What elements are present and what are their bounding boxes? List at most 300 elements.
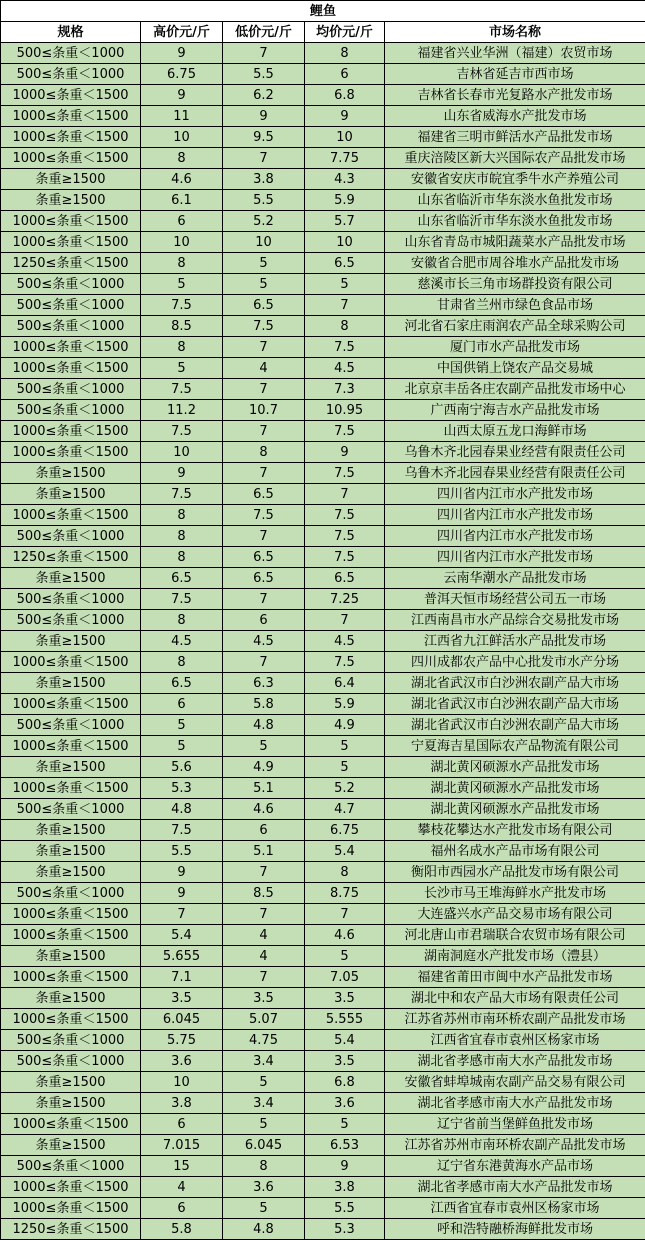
cell-avg-price: 5 (305, 736, 385, 757)
cell-low-price: 3.8 (223, 169, 305, 190)
cell-avg-price: 9 (305, 106, 385, 127)
cell-avg-price: 3.8 (305, 1177, 385, 1198)
cell-spec: 500≤条重＜1000 (1, 64, 141, 85)
cell-market-name: 湖北省孝感市南大水产品批发市场 (385, 1177, 645, 1198)
table-row (1, 43, 645, 64)
cell-market-name: 江西省九江鲜活水产品批发市场 (385, 631, 645, 652)
cell-avg-price: 7.5 (305, 421, 385, 442)
cell-spec: 500≤条重＜1000 (1, 43, 141, 64)
cell-market-name: 云南华潮水产品批发市场 (385, 568, 645, 589)
cell-high-price: 5.5 (141, 841, 223, 862)
cell-high-price: 8.5 (141, 316, 223, 337)
cell-low-price: 4 (223, 946, 305, 967)
table-row (1, 757, 645, 778)
cell-avg-price: 7.05 (305, 967, 385, 988)
cell-spec: 500≤条重＜1000 (1, 799, 141, 820)
cell-market-name: 大连盛兴水产品交易市场有限公司 (385, 904, 645, 925)
cell-avg-price: 5.5 (305, 1198, 385, 1219)
cell-market-name: 江西省宜春市袁州区杨家市场 (385, 1198, 645, 1219)
cell-high-price: 6.75 (141, 64, 223, 85)
cell-spec: 1000≤条重＜1500 (1, 232, 141, 253)
cell-high-price: 5 (141, 274, 223, 295)
cell-spec: 500≤条重＜1000 (1, 379, 141, 400)
cell-high-price: 7.1 (141, 967, 223, 988)
cell-spec: 条重≥1500 (1, 484, 141, 505)
cell-spec: 500≤条重＜1000 (1, 1030, 141, 1051)
table-row (1, 841, 645, 862)
cell-avg-price: 4.9 (305, 715, 385, 736)
cell-spec: 条重≥1500 (1, 862, 141, 883)
cell-low-price: 3.6 (223, 1177, 305, 1198)
table-row (1, 820, 645, 841)
cell-market-name: 福建省兴业华洲（福建）农贸市场 (385, 43, 645, 64)
cell-avg-price: 4.6 (305, 925, 385, 946)
cell-market-name: 湖北省孝感市南大水产品批发市场 (385, 1051, 645, 1072)
table-row (1, 379, 645, 400)
header-low-price: 低价元/斤 (223, 22, 305, 43)
cell-high-price: 6.5 (141, 568, 223, 589)
cell-high-price: 9 (141, 43, 223, 64)
cell-market-name: 长沙市马王堆海鲜水产批发市场 (385, 883, 645, 904)
cell-market-name: 乌鲁木齐北园春果业经营有限责任公司 (385, 463, 645, 484)
table-row (1, 148, 645, 169)
cell-avg-price: 7.5 (305, 526, 385, 547)
table-row (1, 589, 645, 610)
cell-market-name: 广西南宁海吉水产品批发市场 (385, 400, 645, 421)
cell-high-price: 4.6 (141, 169, 223, 190)
cell-low-price: 4.5 (223, 631, 305, 652)
cell-spec: 1000≤条重＜1500 (1, 778, 141, 799)
cell-market-name: 湖北省武汉市白沙洲农副产品大市场 (385, 715, 645, 736)
cell-low-price: 4.8 (223, 1219, 305, 1240)
cell-high-price: 9 (141, 463, 223, 484)
cell-high-price: 7.5 (141, 295, 223, 316)
cell-avg-price: 5 (305, 757, 385, 778)
cell-high-price: 10 (141, 127, 223, 148)
cell-market-name: 攀枝花攀达水产批发市场有限公司 (385, 820, 645, 841)
cell-spec: 条重≥1500 (1, 1135, 141, 1156)
cell-market-name: 江西南昌市水产品综合交易批发市场 (385, 610, 645, 631)
cell-market-name: 河北唐山市君瑞联合农贸市场有限公司 (385, 925, 645, 946)
table-title: 鲤鱼 (1, 1, 645, 22)
cell-market-name: 福建省三明市鲜活水产品批发市场 (385, 127, 645, 148)
cell-low-price: 7 (223, 337, 305, 358)
cell-spec: 1250≤条重＜1500 (1, 547, 141, 568)
table-row (1, 274, 645, 295)
table-row (1, 85, 645, 106)
cell-market-name: 江苏省苏州市南环桥农副产品批发市场 (385, 1135, 645, 1156)
table-row (1, 1198, 645, 1219)
cell-avg-price: 5 (305, 1114, 385, 1135)
cell-spec: 500≤条重＜1000 (1, 526, 141, 547)
cell-low-price: 7 (223, 421, 305, 442)
cell-spec: 条重≥1500 (1, 463, 141, 484)
cell-spec: 1000≤条重＜1500 (1, 736, 141, 757)
cell-avg-price: 10 (305, 127, 385, 148)
cell-high-price: 3.5 (141, 988, 223, 1009)
cell-low-price: 3.4 (223, 1093, 305, 1114)
table-row (1, 904, 645, 925)
cell-low-price: 6.5 (223, 484, 305, 505)
cell-low-price: 7 (223, 967, 305, 988)
cell-market-name: 山东省临沂市华东淡水鱼批发市场 (385, 190, 645, 211)
cell-spec: 条重≥1500 (1, 169, 141, 190)
cell-avg-price: 5.9 (305, 694, 385, 715)
cell-spec: 1000≤条重＜1500 (1, 904, 141, 925)
table-row (1, 547, 645, 568)
cell-high-price: 3.6 (141, 1051, 223, 1072)
cell-high-price: 10 (141, 1072, 223, 1093)
cell-avg-price: 7 (305, 295, 385, 316)
table-row (1, 694, 645, 715)
cell-market-name: 辽宁省前当堡鲜鱼批发市场 (385, 1114, 645, 1135)
cell-avg-price: 6 (305, 64, 385, 85)
cell-low-price: 6.045 (223, 1135, 305, 1156)
cell-low-price: 5 (223, 1198, 305, 1219)
cell-spec: 500≤条重＜1000 (1, 883, 141, 904)
cell-high-price: 6.045 (141, 1009, 223, 1030)
table-row (1, 295, 645, 316)
cell-market-name: 四川省内江市水产批发市场 (385, 505, 645, 526)
cell-avg-price: 6.8 (305, 85, 385, 106)
cell-avg-price: 5.9 (305, 190, 385, 211)
cell-market-name: 河北省石家庄雨润农产品全球采购公司 (385, 316, 645, 337)
cell-high-price: 5 (141, 736, 223, 757)
cell-market-name: 宁夏海吉星国际农产品物流有限公司 (385, 736, 645, 757)
cell-low-price: 7 (223, 43, 305, 64)
cell-spec: 1000≤条重＜1500 (1, 652, 141, 673)
cell-high-price: 11 (141, 106, 223, 127)
cell-low-price: 5.2 (223, 211, 305, 232)
cell-high-price: 5 (141, 715, 223, 736)
cell-low-price: 5.1 (223, 778, 305, 799)
cell-avg-price: 7 (305, 610, 385, 631)
cell-market-name: 衡阳市西园水产品批发市场有限公司 (385, 862, 645, 883)
cell-spec: 1000≤条重＜1500 (1, 148, 141, 169)
cell-high-price: 7.015 (141, 1135, 223, 1156)
cell-low-price: 10.7 (223, 400, 305, 421)
cell-avg-price: 10.95 (305, 400, 385, 421)
table-row (1, 883, 645, 904)
cell-spec: 条重≥1500 (1, 757, 141, 778)
table-row (1, 358, 645, 379)
table-row (1, 673, 645, 694)
cell-spec: 条重≥1500 (1, 988, 141, 1009)
header-high-price: 高价元/斤 (141, 22, 223, 43)
cell-high-price: 8 (141, 148, 223, 169)
cell-high-price: 7.5 (141, 820, 223, 841)
cell-market-name: 山东省威海水产批发市场 (385, 106, 645, 127)
cell-avg-price: 3.5 (305, 988, 385, 1009)
cell-spec: 500≤条重＜1000 (1, 295, 141, 316)
cell-market-name: 四川成都农产品中心批发市水产分场 (385, 652, 645, 673)
cell-low-price: 7 (223, 148, 305, 169)
cell-market-name: 山东省临沂市华东淡水鱼批发市场 (385, 211, 645, 232)
cell-low-price: 3.5 (223, 988, 305, 1009)
table-row (1, 463, 645, 484)
cell-low-price: 7 (223, 862, 305, 883)
cell-market-name: 福建省莆田市闽中水产品批发市场 (385, 967, 645, 988)
cell-low-price: 9.5 (223, 127, 305, 148)
table-row (1, 1177, 645, 1198)
cell-high-price: 7.5 (141, 421, 223, 442)
cell-spec: 条重≥1500 (1, 631, 141, 652)
cell-spec: 条重≥1500 (1, 1093, 141, 1114)
cell-low-price: 4.8 (223, 715, 305, 736)
cell-low-price: 5.07 (223, 1009, 305, 1030)
cell-market-name: 湖北黄冈硕源水产品批发市场 (385, 778, 645, 799)
cell-high-price: 15 (141, 1156, 223, 1177)
table-row (1, 778, 645, 799)
cell-high-price: 6 (141, 1198, 223, 1219)
header-row (1, 22, 645, 43)
cell-low-price: 4 (223, 925, 305, 946)
cell-spec: 500≤条重＜1000 (1, 1051, 141, 1072)
cell-spec: 1000≤条重＜1500 (1, 421, 141, 442)
table-row (1, 232, 645, 253)
cell-market-name: 山东省青岛市城阳蔬菜水产品批发市场 (385, 232, 645, 253)
table-row (1, 316, 645, 337)
cell-avg-price: 6.53 (305, 1135, 385, 1156)
cell-low-price: 5 (223, 736, 305, 757)
cell-avg-price: 5.4 (305, 1030, 385, 1051)
cell-avg-price: 3.6 (305, 1093, 385, 1114)
cell-avg-price: 9 (305, 1156, 385, 1177)
cell-spec: 1000≤条重＜1500 (1, 1198, 141, 1219)
cell-high-price: 9 (141, 85, 223, 106)
table-row (1, 799, 645, 820)
cell-avg-price: 6.5 (305, 568, 385, 589)
table-row (1, 652, 645, 673)
cell-market-name: 吉林省延吉市西市场 (385, 64, 645, 85)
cell-high-price: 5.6 (141, 757, 223, 778)
cell-low-price: 6.3 (223, 673, 305, 694)
cell-avg-price: 4.5 (305, 631, 385, 652)
header-avg-price: 均价元/斤 (305, 22, 385, 43)
table-row (1, 169, 645, 190)
table-row (1, 526, 645, 547)
cell-market-name: 安徽省安庆市皖宜季牛水产养殖公司 (385, 169, 645, 190)
cell-low-price: 5 (223, 274, 305, 295)
table-row (1, 1156, 645, 1177)
cell-low-price: 7 (223, 463, 305, 484)
cell-high-price: 8 (141, 652, 223, 673)
cell-avg-price: 5 (305, 274, 385, 295)
table-row (1, 505, 645, 526)
cell-market-name: 湖北中和农产品大市场有限责任公司 (385, 988, 645, 1009)
table-row (1, 967, 645, 988)
table-row (1, 568, 645, 589)
cell-spec: 500≤条重＜1000 (1, 589, 141, 610)
cell-spec: 1000≤条重＜1500 (1, 1177, 141, 1198)
cell-low-price: 10 (223, 232, 305, 253)
cell-high-price: 10 (141, 232, 223, 253)
table-row (1, 736, 645, 757)
table-row (1, 1093, 645, 1114)
cell-avg-price: 7.5 (305, 463, 385, 484)
cell-spec: 条重≥1500 (1, 1072, 141, 1093)
cell-market-name: 湖北省武汉市白沙洲农副产品大市场 (385, 673, 645, 694)
cell-high-price: 5 (141, 358, 223, 379)
cell-low-price: 7.5 (223, 505, 305, 526)
cell-market-name: 甘肃省兰州市绿色食品市场 (385, 295, 645, 316)
cell-market-name: 湖北省孝感市南大水产品批发市场 (385, 1093, 645, 1114)
cell-avg-price: 7.5 (305, 337, 385, 358)
cell-market-name: 北京京丰岳各庄农副产品批发市场中心 (385, 379, 645, 400)
cell-low-price: 8 (223, 1156, 305, 1177)
cell-spec: 条重≥1500 (1, 673, 141, 694)
table-row (1, 610, 645, 631)
cell-market-name: 江苏省苏州市南环桥农副产品批发市场 (385, 1009, 645, 1030)
table-body (1, 43, 645, 1240)
cell-low-price: 5 (223, 253, 305, 274)
cell-high-price: 5.75 (141, 1030, 223, 1051)
table-row (1, 925, 645, 946)
cell-high-price: 5.4 (141, 925, 223, 946)
cell-high-price: 6 (141, 1114, 223, 1135)
cell-avg-price: 6.5 (305, 253, 385, 274)
cell-avg-price: 7.5 (305, 505, 385, 526)
cell-spec: 1250≤条重＜1500 (1, 1219, 141, 1240)
cell-market-name: 湖北黄冈硕源水产品批发市场 (385, 799, 645, 820)
cell-high-price: 6 (141, 694, 223, 715)
cell-low-price: 8 (223, 442, 305, 463)
cell-high-price: 5.655 (141, 946, 223, 967)
cell-spec: 1000≤条重＜1500 (1, 442, 141, 463)
cell-market-name: 乌鲁木齐北园春果业经营有限责任公司 (385, 442, 645, 463)
cell-spec: 1000≤条重＜1500 (1, 358, 141, 379)
cell-low-price: 4.75 (223, 1030, 305, 1051)
cell-high-price: 7 (141, 904, 223, 925)
cell-avg-price: 5.555 (305, 1009, 385, 1030)
cell-avg-price: 7.5 (305, 547, 385, 568)
cell-market-name: 安徽省合肥市周谷堆水产品批发市场 (385, 253, 645, 274)
cell-high-price: 9 (141, 862, 223, 883)
cell-high-price: 8 (141, 505, 223, 526)
cell-low-price: 6.2 (223, 85, 305, 106)
cell-market-name: 湖北黄冈硕源水产品批发市场 (385, 757, 645, 778)
cell-high-price: 7.5 (141, 379, 223, 400)
cell-high-price: 8 (141, 253, 223, 274)
cell-market-name: 中国供销上饶农产品交易城 (385, 358, 645, 379)
cell-market-name: 江西省宜春市袁州区杨家市场 (385, 1030, 645, 1051)
cell-spec: 500≤条重＜1000 (1, 400, 141, 421)
cell-spec: 1000≤条重＜1500 (1, 211, 141, 232)
table-row (1, 862, 645, 883)
cell-high-price: 3.8 (141, 1093, 223, 1114)
cell-low-price: 5.8 (223, 694, 305, 715)
cell-high-price: 7.5 (141, 589, 223, 610)
cell-spec: 1000≤条重＜1500 (1, 1114, 141, 1135)
cell-avg-price: 6.8 (305, 1072, 385, 1093)
table-row (1, 127, 645, 148)
cell-low-price: 5.5 (223, 190, 305, 211)
cell-avg-price: 7.75 (305, 148, 385, 169)
table-row (1, 106, 645, 127)
cell-high-price: 5.8 (141, 1219, 223, 1240)
cell-low-price: 6.5 (223, 547, 305, 568)
cell-high-price: 4.8 (141, 799, 223, 820)
cell-spec: 1000≤条重＜1500 (1, 505, 141, 526)
table-row (1, 1051, 645, 1072)
cell-low-price: 6 (223, 610, 305, 631)
table-row (1, 421, 645, 442)
table-row (1, 715, 645, 736)
cell-low-price: 7.5 (223, 316, 305, 337)
table-row (1, 946, 645, 967)
cell-spec: 条重≥1500 (1, 820, 141, 841)
header-spec: 规格 (1, 22, 141, 43)
cell-market-name: 辽宁省东港黄海水产品市场 (385, 1156, 645, 1177)
cell-high-price: 10 (141, 442, 223, 463)
cell-avg-price: 8.75 (305, 883, 385, 904)
cell-market-name: 四川省内江市水产批发市场 (385, 547, 645, 568)
cell-spec: 1000≤条重＜1500 (1, 106, 141, 127)
table-row (1, 1030, 645, 1051)
cell-high-price: 8 (141, 337, 223, 358)
cell-avg-price: 8 (305, 316, 385, 337)
cell-high-price: 9 (141, 883, 223, 904)
cell-low-price: 4.6 (223, 799, 305, 820)
cell-low-price: 9 (223, 106, 305, 127)
table-row (1, 1009, 645, 1030)
cell-market-name: 山西太原五龙口海鲜市场 (385, 421, 645, 442)
cell-high-price: 4 (141, 1177, 223, 1198)
table-row (1, 211, 645, 232)
cell-spec: 条重≥1500 (1, 568, 141, 589)
cell-avg-price: 7 (305, 484, 385, 505)
cell-spec: 1000≤条重＜1500 (1, 694, 141, 715)
cell-market-name: 福州名成水产品市场有限公司 (385, 841, 645, 862)
cell-low-price: 4.9 (223, 757, 305, 778)
cell-market-name: 普洱天恒市场经营公司五一市场 (385, 589, 645, 610)
cell-avg-price: 6.4 (305, 673, 385, 694)
cell-avg-price: 7.25 (305, 589, 385, 610)
table-row (1, 253, 645, 274)
cell-market-name: 重庆涪陵区新大兴国际农产品批发市场 (385, 148, 645, 169)
cell-low-price: 3.4 (223, 1051, 305, 1072)
cell-avg-price: 8 (305, 862, 385, 883)
cell-low-price: 5 (223, 1114, 305, 1135)
table-row (1, 1135, 645, 1156)
cell-market-name: 厦门市水产品批发市场 (385, 337, 645, 358)
cell-low-price: 8.5 (223, 883, 305, 904)
cell-avg-price: 5 (305, 946, 385, 967)
table-row (1, 1219, 645, 1240)
cell-market-name: 呼和浩特融桥海鲜批发市场 (385, 1219, 645, 1240)
cell-avg-price: 9 (305, 442, 385, 463)
cell-high-price: 8 (141, 547, 223, 568)
cell-high-price: 6.1 (141, 190, 223, 211)
cell-avg-price: 7.5 (305, 652, 385, 673)
table-row (1, 442, 645, 463)
cell-market-name: 安徽省蚌埠城南农副产品交易有限公司 (385, 1072, 645, 1093)
cell-spec: 1000≤条重＜1500 (1, 967, 141, 988)
cell-low-price: 7 (223, 589, 305, 610)
cell-avg-price: 10 (305, 232, 385, 253)
cell-market-name: 湖南洞庭水产批发市场（澧县） (385, 946, 645, 967)
title-row (1, 1, 645, 22)
table-row (1, 337, 645, 358)
cell-high-price: 5.3 (141, 778, 223, 799)
cell-spec: 500≤条重＜1000 (1, 316, 141, 337)
cell-market-name: 湖北省武汉市白沙洲农副产品大市场 (385, 694, 645, 715)
table-row (1, 400, 645, 421)
cell-market-name: 吉林省长春市光复路水产批发市场 (385, 85, 645, 106)
cell-spec: 1250≤条重＜1500 (1, 253, 141, 274)
cell-high-price: 11.2 (141, 400, 223, 421)
cell-avg-price: 8 (305, 43, 385, 64)
